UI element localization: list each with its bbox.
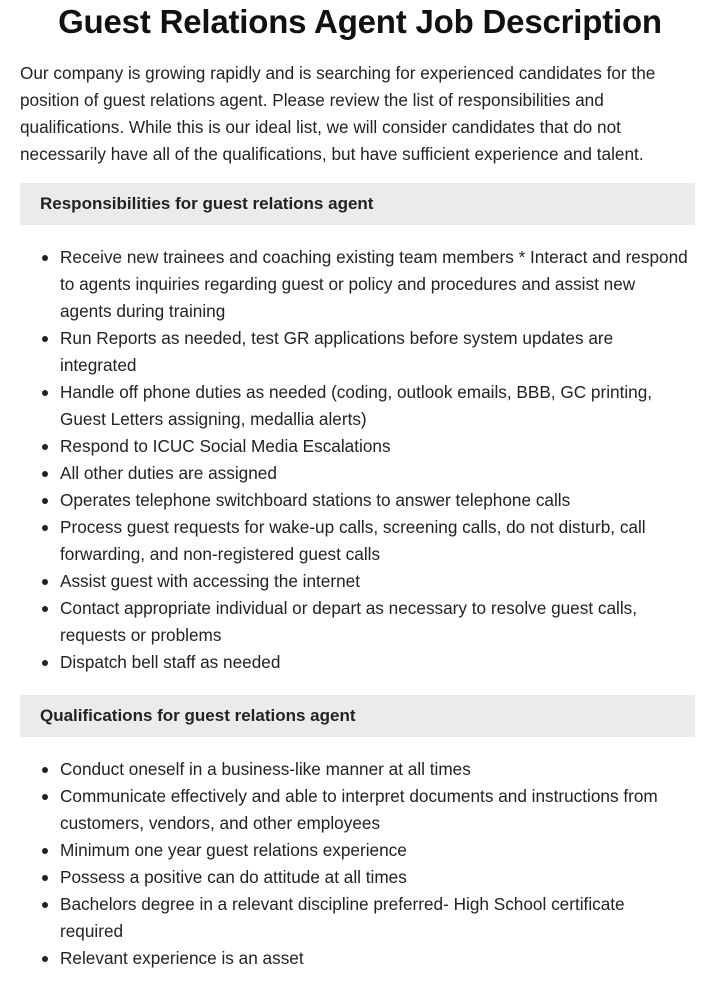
list-item <box>60 433 690 460</box>
page-title: Guest Relations Agent Job Description <box>58 3 662 40</box>
list-item <box>60 837 690 864</box>
list-item-text: Minimum one year guest relations experience <box>60 840 407 860</box>
list-item-text: Contact appropriate individual or depart as necessary to resolve guest calls, requests or problems <box>60 598 638 645</box>
responsibilities-header <box>20 183 695 225</box>
bullet-icon <box>42 390 48 396</box>
list-item <box>60 514 690 568</box>
list-item-text: Bachelors degree in a relevant discipline preferred- High School certificate required <box>60 894 625 941</box>
bullet-icon <box>42 471 48 477</box>
list-item <box>60 945 690 972</box>
list-item <box>60 460 690 487</box>
bullet-icon <box>42 606 48 612</box>
intro-paragraph: Our company is growing rapidly and is searching for experienced candidates for the position of guest relations agent. Please review the list of responsibilities and qualifications. While this is our ideal list, we will consider candidates that do not necessarily have all of the qualifications, but have sufficient experience and talent. <box>20 63 656 164</box>
list-item-text: Assist guest with accessing the internet <box>60 571 360 591</box>
list-item-text: Process guest requests for wake-up calls, screening calls, do not disturb, call forwarding, and non-registered guest calls <box>60 517 646 564</box>
qualifications-heading: Qualifications for guest relations agent <box>40 706 356 725</box>
list-item-text: Conduct oneself in a business-like manner at all times <box>60 759 471 779</box>
list-item-text: Respond to ICUC Social Media Escalations <box>60 436 391 456</box>
bullet-icon <box>42 525 48 531</box>
bullet-icon <box>42 336 48 342</box>
list-item-text: Communicate effectively and able to interpret documents and instructions from customers, vendors, and other employees <box>60 786 658 833</box>
list-item-text: Handle off phone duties as needed (coding, outlook emails, BBB, GC printing, Guest Letters assigning, medallia alerts) <box>60 382 653 429</box>
list-item-text: Dispatch bell staff as needed <box>60 652 281 672</box>
list-item-text: Possess a positive can do attitude at all times <box>60 867 407 887</box>
bullet-icon <box>42 660 48 666</box>
list-item <box>60 568 690 595</box>
bullet-icon <box>42 794 48 800</box>
responsibilities-heading: Responsibilities for guest relations agent <box>40 194 374 213</box>
list-item <box>60 783 690 837</box>
list-item <box>60 487 690 514</box>
bullet-icon <box>42 579 48 585</box>
list-item-text: Receive new trainees and coaching existing team members * Interact and respond to agents inquiries regarding guest or policy and procedures and assist new agents during training <box>60 247 688 321</box>
bullet-icon <box>42 848 48 854</box>
list-item <box>60 649 690 676</box>
bullet-icon <box>42 875 48 881</box>
list-item-text: All other duties are assigned <box>60 463 277 483</box>
qualifications-list <box>20 756 690 972</box>
bullet-icon <box>42 902 48 908</box>
list-item-text: Operates telephone switchboard stations to answer telephone calls <box>60 490 571 510</box>
list-item <box>60 756 690 783</box>
list-item <box>60 891 690 945</box>
list-item <box>60 244 690 325</box>
list-item <box>60 864 690 891</box>
list-item <box>60 325 690 379</box>
list-item-text: Run Reports as needed, test GR applications before system updates are integrated <box>60 328 614 375</box>
bullet-icon <box>42 444 48 450</box>
responsibilities-list <box>20 244 690 676</box>
bullet-icon <box>42 255 48 261</box>
bullet-icon <box>42 498 48 504</box>
qualifications-header <box>20 695 695 737</box>
list-item <box>60 379 690 433</box>
bullet-icon <box>42 767 48 773</box>
list-item-text: Relevant experience is an asset <box>60 948 304 968</box>
list-item <box>60 595 690 649</box>
bullet-icon <box>42 956 48 962</box>
